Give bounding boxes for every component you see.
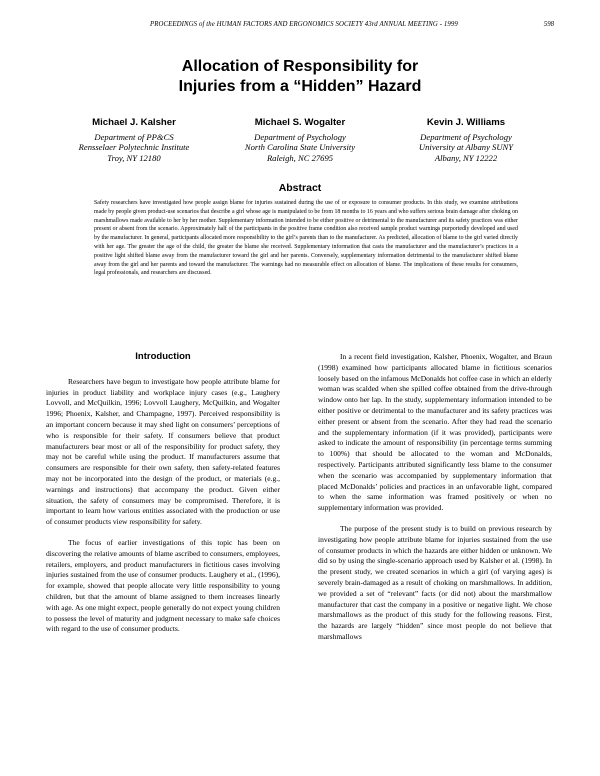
author-block (212, 118, 388, 163)
author-department: Department of PP&CS (94, 131, 174, 142)
running-header: PROCEEDINGS of the HUMAN FACTORS AND ERGONOMICS SOCIETY 43rd ANNUAL MEETING - 1999 (150, 21, 458, 28)
left-column (46, 352, 280, 635)
author-location: Raleigh, NC 27695 (266, 152, 334, 163)
paper-title (0, 57, 600, 97)
title-line-2: Injuries from a “Hidden” Hazard (178, 78, 422, 95)
body-paragraph: The purpose of the present study is to build on previous research by investigating how people attribute blame for injuries sustained from the use of consumer products in which the hazards are either hidden or unknown. We did so by using the single-scenario approach used by Kalsher et al. (1998). In the present study, we created scenarios in which a girl (of varying ages) is severely brain-damaged as a result of choking on marshmallows. In addition, we provided a set of “relevant” facts (or did not) about the marshmallow manufacturer that cast the company in a positive or negative light. We chose marshmallows as the product of this study for the following reasons. First, the hazards are largely “hidden” since most people do not believe that marshmallows (318, 523, 552, 641)
introduction-heading: Introduction (135, 351, 191, 362)
author-institution: Rensselaer Polytechnic Institute (78, 142, 190, 152)
author-location: Albany, NY 12222 (434, 152, 498, 163)
body-paragraph: The focus of earlier investigations of this topic has been on discovering the relative amounts of blame ascribed to consumers, employees, retailers, employers, and product manufacturers in fictitious cases involving injuries sustained from the use of consumer products. Laughery et al., (1996), for example, showed that people allocate very little responsibility to young children, but that the amount of blame assigned to them increases linearly with age. As one might expect, people generally do not expect young children to possess the level of maturity and judgment necessary to make safe choices with regard to the use of consumer products. (46, 537, 280, 634)
author-block (378, 118, 554, 163)
title-line-1: Allocation of Responsibility for (181, 58, 419, 75)
author-institution: North Carolina State University (244, 142, 356, 152)
author-block (46, 118, 222, 163)
author-department: Department of Psychology (254, 131, 346, 142)
author-name: Michael J. Kalsher (92, 117, 176, 128)
author-name: Kevin J. Williams (426, 117, 506, 128)
author-name: Michael S. Wogalter (254, 117, 346, 128)
right-column (318, 352, 552, 643)
author-location: Troy, NY 12180 (107, 152, 161, 163)
page-number: 598 (543, 21, 554, 28)
author-department: Department of Psychology (420, 131, 512, 142)
body-paragraph: In a recent field investigation, Kalsher, Phoenix, Wogalter, and Braun (1998) examined how participants allocated blame in fictitious scenarios loosely based on the infamous McDonalds hot coffee case in which an elderly woman was scalded when she spilled coffee obtained from the drive-through window onto her lap. In the study, supplementary information intended to be either positive or detrimental to the manufacturer and its safety practices was either present or absent from the scenario. After they had read the scenario and the supplementary information (if it was provided), participants were asked to indicate the amount of responsibility (in percentage terms summing to 100%) that should be allocated to the woman and McDonalds, respectively. Participants attributed significantly less blame to the consumer when the scenario was accompanied by supplementary information that placed McDonalds’ policies and practices in an unfavorable light, compared to when the same information was framed positively or when no supplementary information was provided. (318, 352, 552, 513)
author-institution: University at Albany SUNY (418, 142, 514, 152)
abstract-heading: Abstract (278, 182, 322, 194)
body-paragraph: Researchers have begun to investigate how people attribute blame for injuries in product liability and workplace injury cases (e.g., Laughery Lovvoll, and McQuilkin, 1996; Lovvoll Laughery, McQuilkin, and Wogalter 1996; Phoenix, Kalsher, and Champagne, 1997). Perceived responsibility is an important concern because it may shed light on consumers’ perceptions of who is responsible for their safety. If consumers believe that product manufacturers bear most or all of the responsibility for product safety, they may not be careful while using the product. If manufacturers assume that consumers are responsible for their own safety, then safety-related features may not be incorporated into the design of the product, or materials (e.g., warnings and instructions) that accompany the product. Given either situation, the safety of consumers may be compromised. Therefore, it is important to learn how various entities associated with the production or use of consumer products view responsibility for safety. (46, 376, 280, 527)
abstract-text: Safety researchers have investigated how people assign blame for injuries sustained during the use of or exposure to consumer products. In this study, we examine attributions made by people given product-use scenarios that describe a girl whose age is manipulated to be from 18 months to 16 years and who suffers serious brain damage after choking on marshmallows made available to her by her mother. Supplementary information intended to be either positive or detrimental to the manufacturer and its safety practices was either present or absent from the scenario. Approximately half of the participants in the positive frame condition also received sample product warnings purportedly developed and used by the manufacturer. In general, participants allocated more responsibility to the girl’s parents than to the manufacturer. As predicted, allocation of blame to the girl varied directly with her age. The greater the age of the child, the greater the blame she received. Supplementary information that casts the manufacturer and the manufacturer’s practices in a positive light shifted blame away from the manufacturer toward the girl and her parents. Conversely, supplementary information detrimental to the manufacturer shifted blame away from the girl and her parents and toward the manufacturer. The warnings had no measurable effect on allocation of blame. The implications of these results for consumers, legal professionals, and researchers are discussed. (94, 200, 518, 277)
